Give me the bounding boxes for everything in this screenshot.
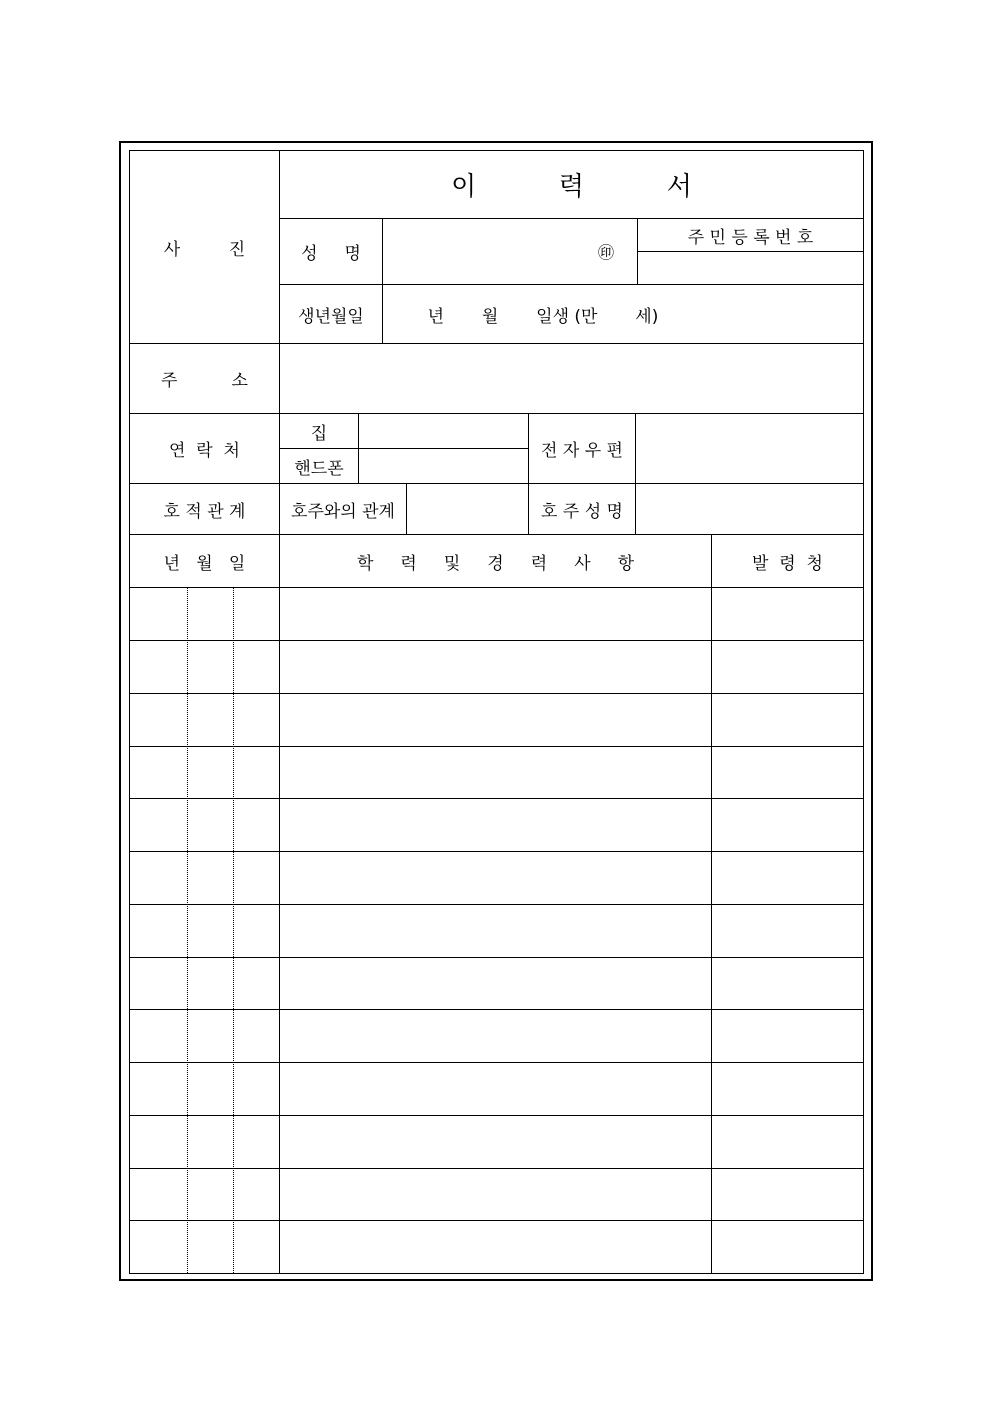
history-header: 학 력 및 경 력 사 항 — [356, 553, 635, 574]
year-month-dotted-divider — [187, 587, 188, 1273]
history-row-line — [129, 798, 864, 799]
history-row-line — [129, 957, 864, 958]
history-row-line — [129, 851, 864, 852]
history-row-line — [129, 1009, 864, 1010]
family-relation-label: 호 적 관 계 — [163, 501, 246, 522]
history-row-line — [129, 1115, 864, 1116]
history-header-bottom-line — [129, 587, 864, 588]
history-row-line — [129, 640, 864, 641]
birth-label: 생년월일 — [298, 306, 364, 327]
seal-mark: ㊞ — [597, 243, 614, 262]
relation-to-head-label: 호주와의 관계 — [291, 501, 395, 522]
history-row-line — [129, 1168, 864, 1169]
birth-value: 년 월 일생 (만 세) — [427, 306, 659, 327]
name-label: 성 명 — [301, 244, 361, 264]
month-day-dotted-divider — [233, 587, 234, 1273]
email-label: 전 자 우 편 — [541, 441, 623, 461]
date-header: 년 월 일 — [163, 553, 246, 574]
issuer-header: 발 령 청 — [752, 553, 823, 574]
email-headname-right-divider — [635, 413, 636, 535]
rrn-mid-line — [637, 251, 864, 252]
history-row-line — [129, 746, 864, 747]
history-row-line — [129, 1062, 864, 1063]
history-row-line — [129, 1220, 864, 1221]
home-phone-label: 집 — [310, 423, 328, 444]
relation-label-divider — [406, 483, 407, 535]
phone-label-divider — [358, 413, 359, 484]
history-row-line — [129, 904, 864, 905]
history-row-line — [129, 693, 864, 694]
contact-label: 연 락 처 — [169, 441, 240, 461]
photo-label: 사 진 — [163, 239, 246, 260]
rrn-label: 주 민 등 록 번 호 — [687, 227, 814, 248]
mobile-phone-label: 핸드폰 — [294, 458, 344, 479]
inner-right-line — [863, 150, 864, 1274]
inner-bottom-line — [129, 1273, 864, 1274]
address-label: 주 소 — [161, 371, 248, 391]
head-name-label: 호 주 성 명 — [541, 501, 623, 522]
form-title: 이 력 서 — [451, 172, 692, 202]
